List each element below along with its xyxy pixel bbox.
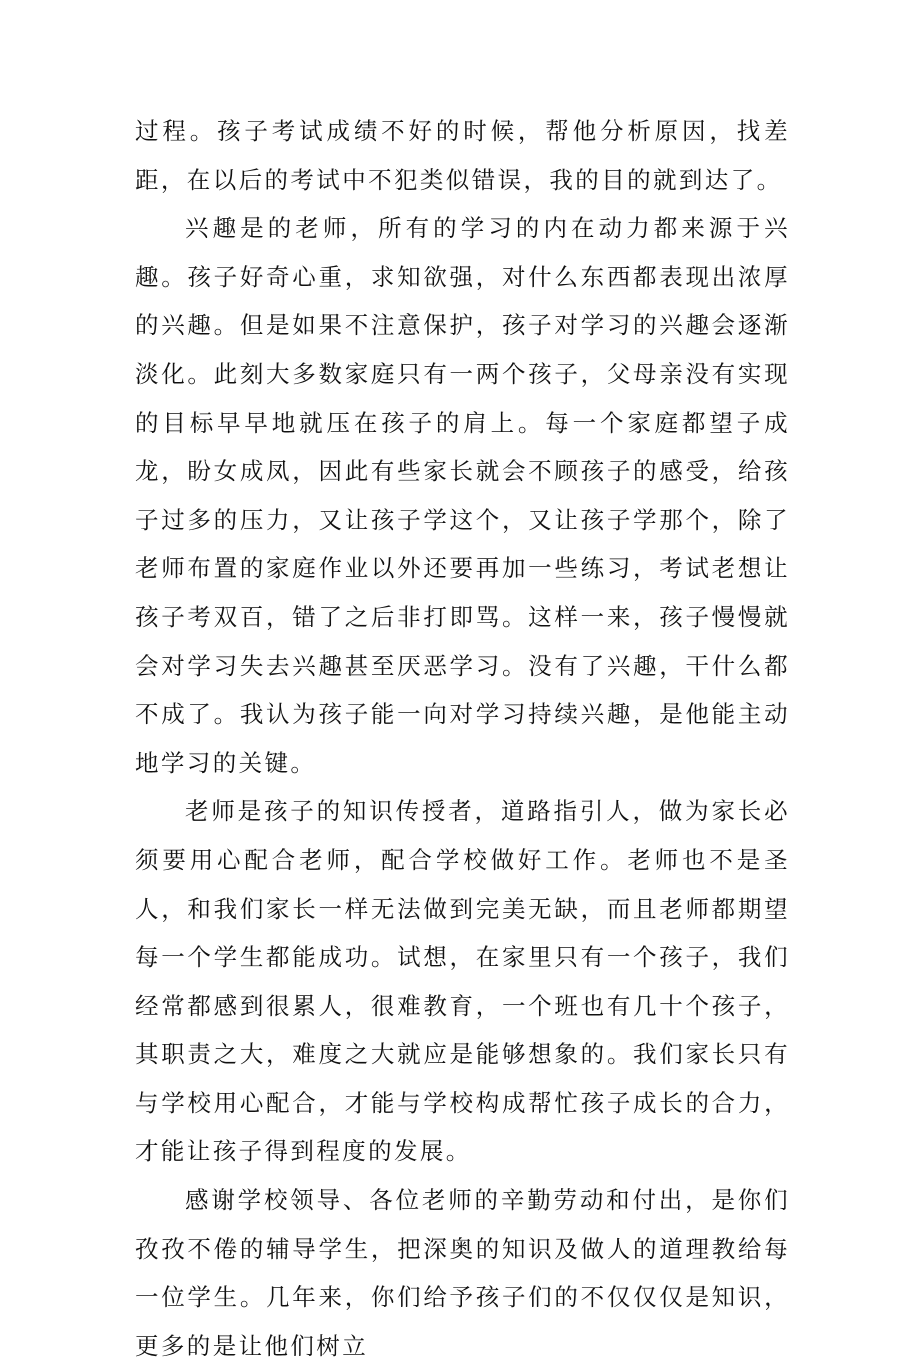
document-body xyxy=(135,107,790,1370)
paragraph-4: 感谢学校领导、各位老师的辛勤劳动和付出，是你们孜孜不倦的辅导学生，把深奥的知识及做人的道理教给每一位学生。几年来，你们给予孩子们的不仅仅仅是知识，更多的是让他们树立 xyxy=(135,1186,790,1360)
paragraph-3: 老师是孩子的知识传授者，道路指引人，做为家长必须要用心配合老师，配合学校做好工作。老师也不是圣人，和我们家长一样无法做到完美无缺，而且老师都期望每一个学生都能成功。试想，在家里只有一个孩子，我们经常都感到很累人，很难教育，一个班也有几十个孩子，其职责之大，难度之大就应是能够想象的。我们家长只有与学校用心配合，才能与学校构成帮忙孩子成长的合力，才能让孩子得到程度的发展。 xyxy=(135,797,790,1166)
paragraph-1: 过程。孩子考试成绩不好的时候，帮他分析原因，找差距，在以后的考试中不犯类似错误，我的目的就到达了。 xyxy=(135,117,790,194)
paragraph-2: 兴趣是的老师，所有的学习的内在动力都来源于兴趣。孩子好奇心重，求知欲强，对什么东西都表现出浓厚的兴趣。但是如果不注意保护，孩子对学习的兴趣会逐渐淡化。此刻大多数家庭只有一两个孩子，父母亲没有实现的目标早早地就压在孩子的肩上。每一个家庭都望子成龙，盼女成凤，因此有些家长就会不顾孩子的感受，给孩子过多的压力，又让孩子学这个，又让孩子学那个，除了老师布置的家庭作业以外还要再加一些练习，考试老想让孩子考双百，错了之后非打即骂。这样一来，孩子慢慢就会对学习失去兴趣甚至厌恶学习。没有了兴趣，干什么都不成了。我认为孩子能一向对学习持续兴趣，是他能主动地学习的关键。 xyxy=(135,214,790,777)
